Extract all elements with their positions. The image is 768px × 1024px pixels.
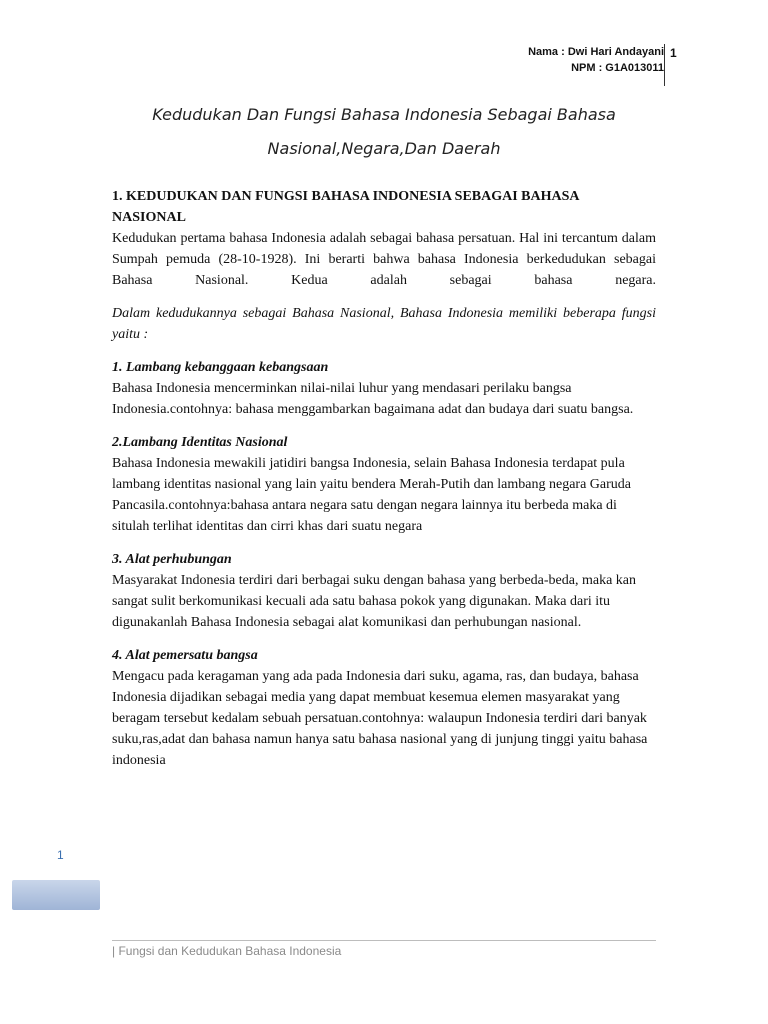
document-title <box>112 98 656 166</box>
function-text: Mengacu pada keragaman yang ada pada Indonesia dari suku, agama, ras, dan budaya, bahasa Indonesia dijadikan sebagai media yang dapat membuat kesemua elemen masyarakat yang beragam tersebut kedalam sebuah persatuan.contohnya: walaupun Indonesia terdiri dari banyak suku,ras,adat dan bahasa namun hanya satu bahasa nasional yang di junjung tinggi yaitu bahasa indonesia <box>112 669 648 768</box>
function-heading: 4. Alat pemersatu bangsa <box>112 648 258 663</box>
section-paragraph: Kedudukan pertama bahasa Indonesia adalah sebagai bahasa persatuan. Hal ini tercantum dalam Sumpah pemuda (28-10-1928). Ini berarti bahwa bahasa Indonesia berkedudukan sebagai Bahasa Nasional. Kedua adalah sebagai bahasa negara. <box>112 231 656 288</box>
function-text: Masyarakat Indonesia terdiri dari berbagai suku dengan bahasa yang berbeda-beda, maka kan sangat sulit berkomunikasi kecuali ada satu bahasa pokok yang digunakan. Maka dari itu digunakanlah Bahasa Indonesia sebagai alat komunikasi dan perhubungan nasional. <box>112 573 637 630</box>
function-heading: 1. Lambang kebanggaan kebangsaan <box>112 360 329 375</box>
function-heading: 3. Alat perhubungan <box>112 552 232 567</box>
function-heading: 2.Lambang Identitas Nasional <box>112 435 288 450</box>
header-npm: NPM : G1A013011 <box>571 62 664 74</box>
section-heading-line-2: NASIONAL <box>112 210 186 225</box>
title-line-1: Kedudukan Dan Fungsi Bahasa Indonesia Sebagai Bahasa <box>152 105 616 124</box>
page-header <box>528 44 664 76</box>
title-line-2: Nasional,Negara,Dan Daerah <box>267 139 501 158</box>
side-page-tab <box>12 880 100 910</box>
header-page-number: 1 <box>670 46 677 60</box>
function-text: Bahasa Indonesia mencerminkan nilai-nilai luhur yang mendasari perilaku bangsa Indonesia.contohnya: bahasa menggambarkan bagaimana adat dan budaya dari suatu bangsa. <box>112 381 634 417</box>
function-text: Bahasa Indonesia mewakili jatidiri bangsa Indonesia, selain Bahasa Indonesia terdapat pula lambang identitas nasional yang lain yaitu bendera Merah-Putih dan lambang negara Garuda Pancasila.contohnya:bahasa antara negara satu dengan negara lainnya itu berbeda maka di situlah terlihat identitas dan cirri khas dari suatu negara <box>112 456 631 534</box>
header-divider <box>664 44 665 86</box>
section-heading-line-1: 1. KEDUDUKAN DAN FUNGSI BAHASA INDONESIA SEBAGAI BAHASA <box>112 189 580 204</box>
side-page-number: 1 <box>57 848 64 862</box>
document-body <box>112 186 656 771</box>
functions-intro: Dalam kedudukannya sebagai Bahasa Nasional, Bahasa Indonesia memiliki beberapa fungsi yaitu : <box>112 306 656 342</box>
footer-text: | Fungsi dan Kedudukan Bahasa Indonesia <box>112 944 342 958</box>
footer-divider <box>112 940 656 941</box>
header-name: Nama : Dwi Hari Andayani <box>528 46 664 58</box>
